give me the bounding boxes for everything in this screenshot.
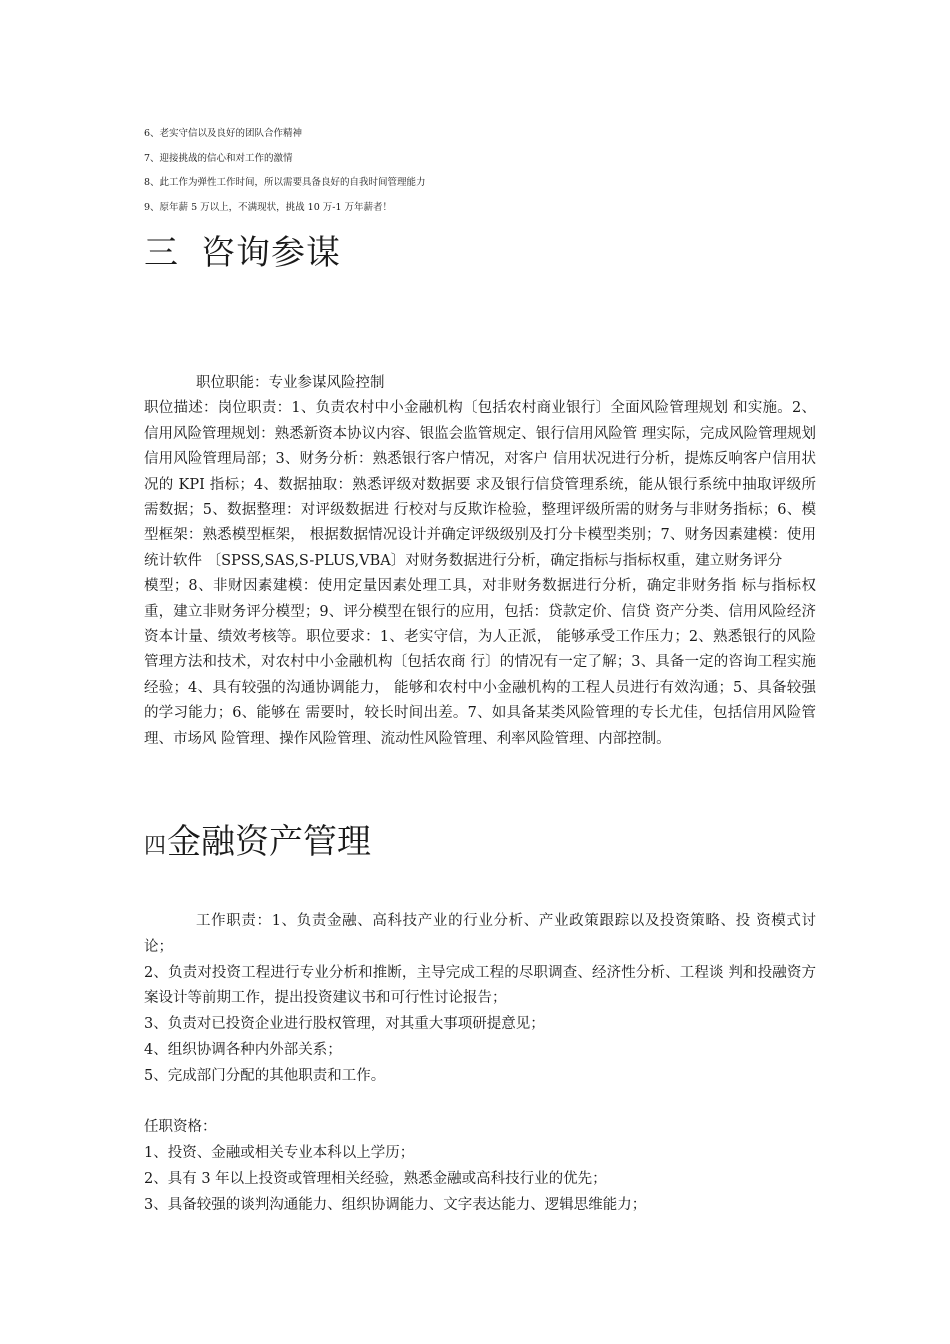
list-item: 7、迎接挑战的信心和对工作的激情 [144, 152, 293, 164]
section-3-heading [144, 231, 341, 275]
section-number: 三 [144, 233, 179, 273]
duty-item: 4、组织协调各种内外部关系； [144, 1041, 342, 1058]
qualification-item: 2、具有 3 年以上投资或管理相关经验，熟悉金融或高科技行业的优先； [144, 1170, 607, 1187]
list-item: 8、此工作为弹性工作时间，所以需要具备良好的自我时间管理能力 [144, 177, 426, 188]
section-3-body [144, 371, 816, 752]
requirements-list [144, 122, 824, 220]
section-number: 四 [144, 834, 167, 859]
section-4-heading [144, 819, 371, 870]
job-description-continued: 模型；8、非财因素建模：使用定量因素处理工具，对非财务数据进行分析，确定非财务指 标与指标权重，建立非财务评分模型；9、评分模型在银行的应用，包括：贷款定价、信贷 资产分类、信用风险经济资本计量、绩效考核等。职位要求：1、老实守信，为人正派， 能够承受工作压力；2、熟悉银行的风险管理方法和技术，对农村中小金融机构〔包括农商 行〕的情况有一定了解；3、具备一定的咨询工程实施经验；4、具有较强的沟通协调能力， 能够和农村中小金融机构的工程人员进行有效沟通；5、具备较强的学习能力；6、能够在 需要时，较长时间出差。7、如具备某类风险管理的专长尤佳，包括信用风险管理、市场风 险管理、操作风险管理、流动性风险管理、利率风险管理、内部控制。 [144, 578, 816, 747]
section-4-body [144, 909, 816, 1219]
duty-item: 5、完成部门分配的其他职责和工作。 [144, 1067, 386, 1084]
list-item: 9、原年薪 5 万以上，不满现状，挑战 10 万-1 万年薪者！ [144, 201, 393, 213]
section-title: 咨询参谋 [201, 233, 341, 273]
section-title: 金融资产管理 [167, 822, 372, 862]
list-item: 6、老实守信以及良好的团队合作精神 [144, 128, 303, 139]
job-function-line: 职位职能：专业参谋风险控制 [196, 375, 385, 391]
duty-item: 3、负责对已投资企业进行股权管理，对其重大事项研提意见； [144, 1016, 545, 1033]
qualification-item: 3、具备较强的谈判沟通能力、组织协调能力、文字表达能力、逻辑思维能力； [144, 1196, 647, 1213]
duty-item: 工作职责：1、负责金融、高科技产业的行业分析、产业政策跟踪以及投资策略、投 资模式讨论； [144, 913, 816, 955]
spacer [144, 1090, 816, 1116]
duty-item: 2、负责对投资工程进行专业分析和推断，主导完成工程的尽职调查、经济性分析、工程谈 判和投融资方案设计等前期工作，提出投资建议书和可行性讨论报告； [144, 964, 816, 1007]
qualifications-heading: 任职资格： [144, 1119, 217, 1136]
qualification-item: 1、投资、金融或相关专业本科以上学历； [144, 1145, 415, 1162]
job-description-paragraph: 职位描述：岗位职责：1、负责农村中小金融机构〔包括农村商业银行〕全面风险管理规划 和实施。2、信用风险管理规划：熟悉新资本协议内容、银监会监管规定、银行信用风险管 理实际，完成风险管理规划信用风险管理局部；3、财务分析：熟悉银行客户情况，对客户 信用状况进行分析，提炼反响客户信用状况的 KPI 指标；4、数据抽取：熟悉评级对数据要 求及银行信贷管理系统，能从银行系统中抽取评级所需数据；5、数据整理：对评级数据进 行校对与反欺诈检验，整理评级所需的财务与非财务指标；6、模型框架：熟悉模型框架， 根据数据情况设计并确定评级级别及打分卡模型类别；7、财务因素建模：使用统计软件 〔SPSS,SAS,S-PLUS,VBA〕对财务数据进行分析，确定指标与指标权重，建立财务评分 [144, 400, 816, 569]
